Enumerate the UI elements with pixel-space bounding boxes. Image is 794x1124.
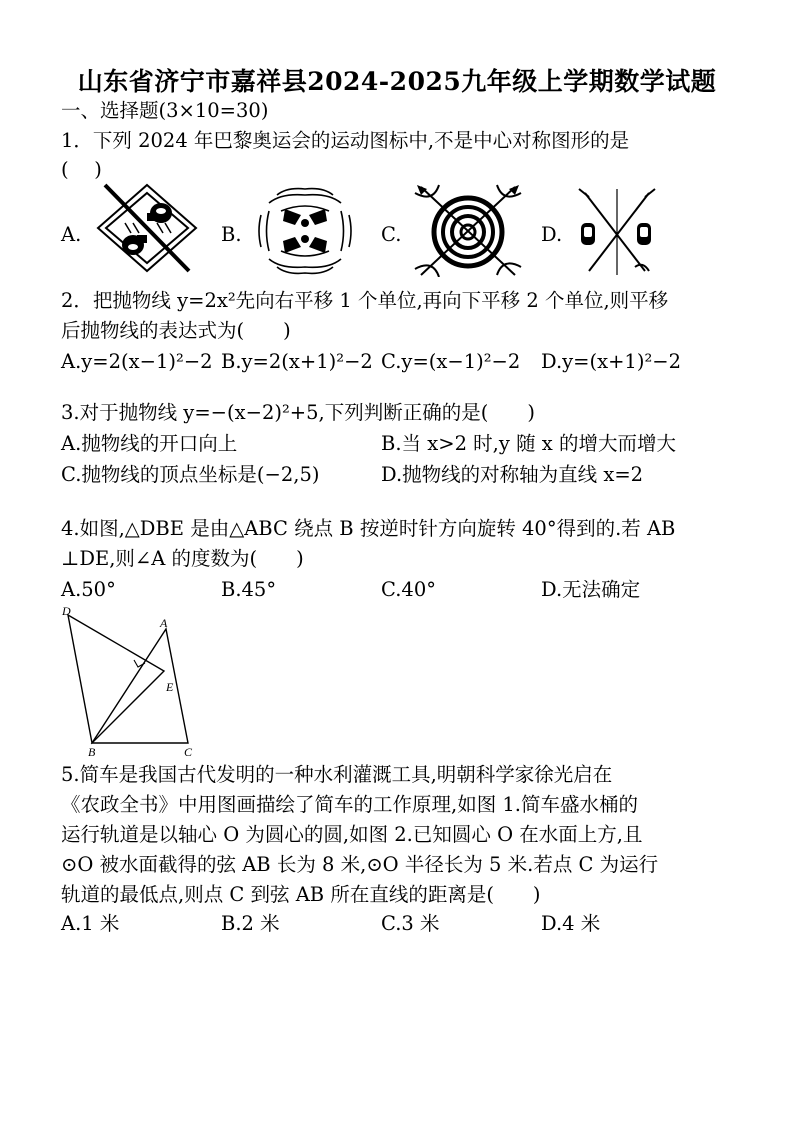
q2-stem-line2: 后抛物线的表达式为( ) xyxy=(61,319,291,342)
label-e: E xyxy=(166,680,174,694)
q4-option-c: C.40° xyxy=(381,578,436,601)
q2-option-a: A.y=2(x−1)²−2 xyxy=(61,350,213,373)
q5-option-a: A.1 米 xyxy=(61,912,120,935)
q3-option-d: D.抛物线的对称轴为直线 x=2 xyxy=(381,463,644,486)
q4-option-a: A.50° xyxy=(61,578,116,601)
q5-stem-line3: 运行轨道是以轴心 O 为圆心的圆,如图 2.已知圆心 O 在水面上方,且 xyxy=(61,823,643,846)
q5-stem-line5: 轨道的最低点,则点 C 到弦 AB 所在直线的距离是( ) xyxy=(61,883,541,906)
q5-option-c: C.3 米 xyxy=(381,912,440,935)
q1-option-d-label: D. xyxy=(541,223,563,246)
triangle-dbe xyxy=(68,615,164,743)
q1-option-c-label: C. xyxy=(381,223,402,246)
q5-option-b: B.2 米 xyxy=(221,912,280,935)
wrestling-icon xyxy=(255,185,355,277)
q5-stem-line2: 《农政全书》中用图画描绘了简车的工作原理,如图 1.简车盛水桶的 xyxy=(61,793,639,816)
archery-icon xyxy=(413,183,523,277)
triangle-abc xyxy=(92,629,188,743)
q3-option-c: C.抛物线的顶点坐标是(−2,5) xyxy=(61,463,320,486)
boxing-icon xyxy=(95,183,199,273)
q2-option-d: D.y=(x+1)²−2 xyxy=(541,350,682,373)
q5-option-d: D.4 米 xyxy=(541,912,601,935)
q2-option-c: C.y=(x−1)²−2 xyxy=(381,350,521,373)
q4-option-d: D.无法确定 xyxy=(541,578,641,601)
q5-stem-line1: 5.简车是我国古代发明的一种水利灌溉工具,明朝科学家徐光启在 xyxy=(61,763,613,786)
section-heading: 一、选择题(3×10=30) xyxy=(61,99,269,122)
label-a: A xyxy=(160,616,168,630)
fencing-icon xyxy=(575,187,659,277)
q1-option-b-label: B. xyxy=(221,223,242,246)
label-b: B xyxy=(88,745,96,758)
q1-option-a-label: A. xyxy=(61,223,82,246)
label-c: C xyxy=(184,745,193,758)
q4-option-b: B.45° xyxy=(221,578,277,601)
q5-stem-line4: ⊙O 被水面截得的弦 AB 长为 8 米,⊙O 半径长为 5 米.若点 C 为运行 xyxy=(61,853,659,876)
q2-stem-line1: 2．把抛物线 y=2x²先向右平移 1 个单位,再向下平移 2 个单位,则平移 xyxy=(61,289,669,312)
q4-stem-line2: ⊥DE,则∠A 的度数为( ) xyxy=(61,547,304,570)
q4-stem-line1: 4.如图,△DBE 是由△ABC 绕点 B 按逆时针方向旋转 40°得到的.若 AB xyxy=(61,517,676,540)
q1-stem-line2: ( ) xyxy=(61,158,102,181)
label-d: D xyxy=(62,604,71,618)
q3-option-a: A.抛物线的开口向上 xyxy=(61,432,238,455)
q1-stem-line1: 1．下列 2024 年巴黎奥运会的运动图标中,不是中心对称图形的是 xyxy=(61,129,630,152)
q3-stem: 3.对于抛物线 y=−(x−2)²+5,下列判断正确的是( ) xyxy=(61,401,535,424)
q4-triangle-figure xyxy=(58,603,203,758)
q2-option-b: B.y=2(x+1)²−2 xyxy=(221,350,373,373)
q3-option-b: B.当 x>2 时,y 随 x 的增大而增大 xyxy=(381,432,676,455)
exam-title: 山东省济宁市嘉祥县2024-2025九年级上学期数学试题 xyxy=(77,67,717,96)
